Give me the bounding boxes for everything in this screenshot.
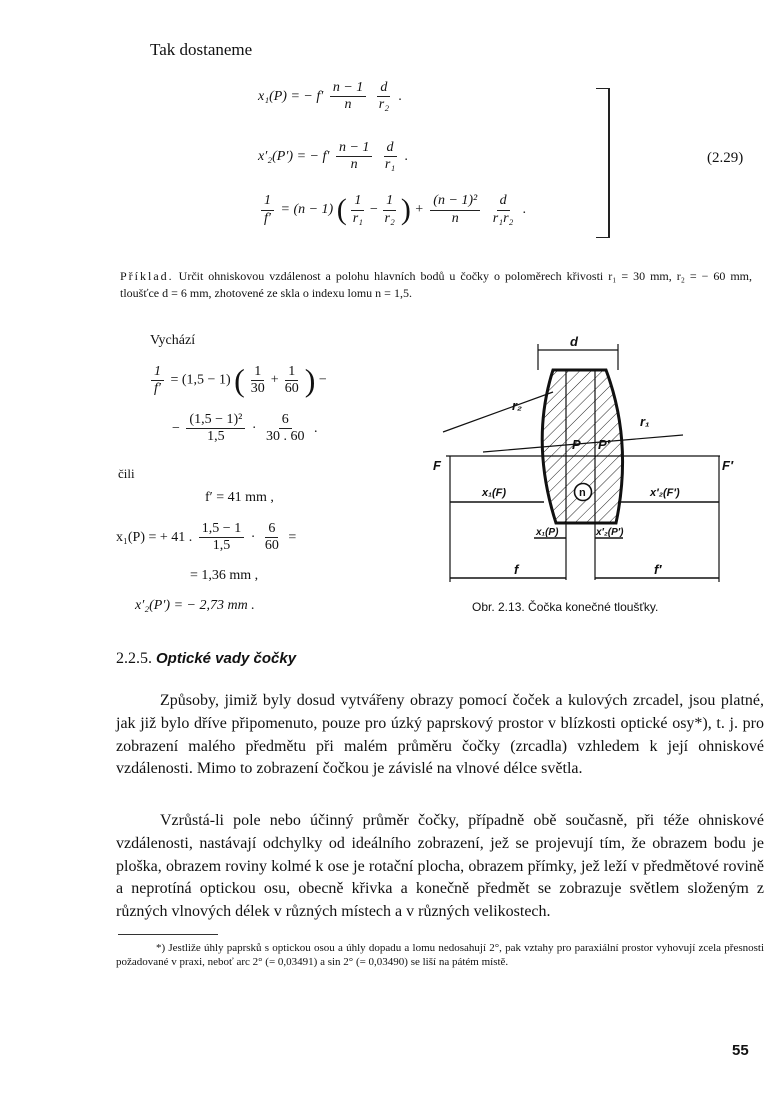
example-label: Příklad. xyxy=(120,269,174,283)
calc1-lhs-den: f′ xyxy=(154,381,161,396)
calc2-dot: · xyxy=(251,420,257,436)
calc-line-4 xyxy=(116,521,296,554)
calc-line-6: x′₂(P′) = − 2,73 mm . xyxy=(135,598,255,613)
lens-figure xyxy=(428,330,734,595)
eq3-mid: = (n − 1) xyxy=(280,202,334,218)
eq3-d-num: d xyxy=(497,193,510,210)
label-F-prime: F′ xyxy=(722,458,734,473)
eq1-num2: d xyxy=(377,80,390,97)
footnote: *) Jestliže úhly paprsků s optickou osou a úhly dopadu a lomu nedosahují 2°, pak vztahy pro paraxiální prostor vyhovují zcela přesnosti požadované v praxi, neboť arc 2° (= 0,03491) a sin 2° (= 0,03490) se liší na pátém místě. xyxy=(116,942,764,968)
label-x2F: x′₂(F′) xyxy=(650,487,680,499)
calc1-plus: + xyxy=(270,372,279,388)
eq2-num2: d xyxy=(384,140,397,157)
calc2-lead: − xyxy=(172,420,180,436)
radius-line-r2 xyxy=(443,392,553,432)
eq3-lhs-num: 1 xyxy=(261,193,274,210)
eq3-plus: + xyxy=(414,202,424,218)
calc2-b-den: 30 . 60 xyxy=(266,429,305,445)
page-number: 55 xyxy=(732,1042,749,1059)
calc4-b-num: 6 xyxy=(265,521,278,538)
eq2-num: n − 1 xyxy=(336,140,372,157)
calc1-a-den: 30 xyxy=(250,381,265,396)
calc1-b-num: 1 xyxy=(285,364,298,381)
paragraph-2: Vzrůstá-li pole nebo účinný průměr čočky, případně obě současně, při téže ohniskové vzdálenosti, nastávají odchylky od ideálního zobrazení, jež se projevují tím, že obrazem bodu je ploška, obrazem roviny kolmé k ose je rotační plocha, obrazem přímky, jež leží v předmětové rovině a neprotíná optickou osu, obecně křivka a konečně předmět se zobrazuje světlem složeným z různých vlnových délek v různých místech a v různých velikostech. xyxy=(116,812,764,921)
calc-line-3: f′ = 41 mm , xyxy=(205,490,274,505)
eq3-a-den: r₁ xyxy=(352,210,364,226)
footnote-rule xyxy=(118,934,218,935)
example-text: Určit ohniskovou vzdálenost a polohu hlavních bodů u čočky o poloměrech křivosti r₁ = 30 mm, r₂ = − 60 mm, tloušťce d = 6 mm, zhotovené ze skla o indexu lomu n = 1,5. xyxy=(120,269,753,300)
figure-caption: Obr. 2.13. Čočka konečné tloušťky. xyxy=(472,600,659,614)
calc4-dot: · xyxy=(250,529,256,545)
calc4-lhs: x₁(P) = + 41 . xyxy=(116,529,193,545)
calc2-a-den: 1,5 xyxy=(207,429,225,445)
eq1-tail: . xyxy=(398,88,403,104)
label-r2: r₂ xyxy=(512,398,523,413)
eq2-tail: . xyxy=(404,148,409,164)
brace-top xyxy=(596,88,608,89)
brace-bottom xyxy=(596,237,608,238)
calc4-b-den: 60 xyxy=(264,538,279,554)
eq2-den2: r₁ xyxy=(384,157,396,173)
section-number: 2.2.5. xyxy=(116,650,152,667)
calc-line-5: = 1,36 mm , xyxy=(190,568,259,583)
eq3-a-num: 1 xyxy=(351,193,364,210)
calc2-a-num: (1,5 − 1)² xyxy=(186,412,245,429)
calc4-tail: = xyxy=(288,529,297,545)
calc1-a-num: 1 xyxy=(251,364,264,381)
cili-text: čili xyxy=(118,466,135,481)
intro-text: Tak dostaneme xyxy=(150,40,253,59)
eq3-b-den: r₂ xyxy=(384,210,395,226)
calc4-a-num: 1,5 − 1 xyxy=(199,521,244,538)
calc1-mid: = (1,5 − 1) xyxy=(170,372,231,388)
label-d: d xyxy=(570,334,578,349)
eq3-lhs-den: f′ xyxy=(264,210,271,226)
label-x2P: x′₂(P′) xyxy=(596,527,624,538)
label-x1P: x₁(P) xyxy=(536,527,559,538)
calc1-b-den: 60 xyxy=(284,381,299,396)
calc-line-1: $\frac{1}{f'}$ = (1,5 − 1) ( $\frac{1}{30}$ + $\frac{1}{60}$ ) − xyxy=(148,362,327,399)
label-F: F xyxy=(433,458,441,473)
equation-number: (2.29) xyxy=(707,150,744,166)
calc1-tail: − xyxy=(318,372,327,388)
eq1-den: n xyxy=(344,97,352,113)
calc2-b-num: 6 xyxy=(279,412,292,429)
eq3-b-num: 1 xyxy=(383,193,396,210)
eq3-c-den: n xyxy=(451,210,459,226)
eq2-den: n xyxy=(350,157,358,173)
vychazi-text: Vychází xyxy=(150,333,196,348)
calc2-tail: . xyxy=(314,420,318,436)
paragraph-1: Způsoby, jimiž byly dosud vytvářeny obrazy pomocí čoček a kulových zrcadel, jsou platné, jak již bylo dříve připomenuto, pouze pro úzký paprskový prostor v blízkosti optické osy*), t. j. pro zobrazení malého předmětu při malém průměru čočky (zrcadla) vzhledem k její ohniskové vzdálenosti. Mimo to zobrazení čočkou je závislé na vlnové délce světla. xyxy=(116,692,764,778)
equation-3: $\frac{1}{f'}$ = (n − 1) ( $\frac{1}{\text{r₁}}$ − $\frac{1}{\text{r₂}}$ ) + $\frac{\text{(n − 1)²}}{n}$ $\frac{d}{\text{r₁r₂}}$ . xyxy=(258,193,526,227)
label-x1F: x₁(F) xyxy=(482,487,507,499)
section-title: Optické vady čočky xyxy=(156,650,297,667)
eq1-num: n − 1 xyxy=(330,80,366,97)
example-paragraph xyxy=(120,268,752,302)
eq3-d-den: r₁r₂ xyxy=(492,210,514,226)
equation-brace xyxy=(608,88,610,238)
calc4-a-den: 1,5 xyxy=(212,538,231,554)
eq3-tail: . xyxy=(522,202,527,218)
equation-1 xyxy=(258,80,402,113)
label-f: f xyxy=(514,562,519,577)
label-f-prime: f′ xyxy=(654,562,662,577)
eq1-lhs: x₁(P) = − f′ xyxy=(258,88,324,104)
section-heading xyxy=(116,650,296,668)
label-P-prime: P′ xyxy=(598,437,610,452)
equation-2 xyxy=(258,140,408,173)
label-r1: r₁ xyxy=(640,414,650,429)
eq3-c-num: (n − 1)² xyxy=(430,193,480,210)
label-P: P xyxy=(572,437,581,452)
calc1-lhs-num: 1 xyxy=(151,364,164,381)
eq2-lhs: x′₂(P′) = − f′ xyxy=(258,148,330,164)
calc-line-2 xyxy=(172,412,318,445)
label-n: n xyxy=(579,487,586,499)
eq1-den2: r₂ xyxy=(378,97,390,113)
